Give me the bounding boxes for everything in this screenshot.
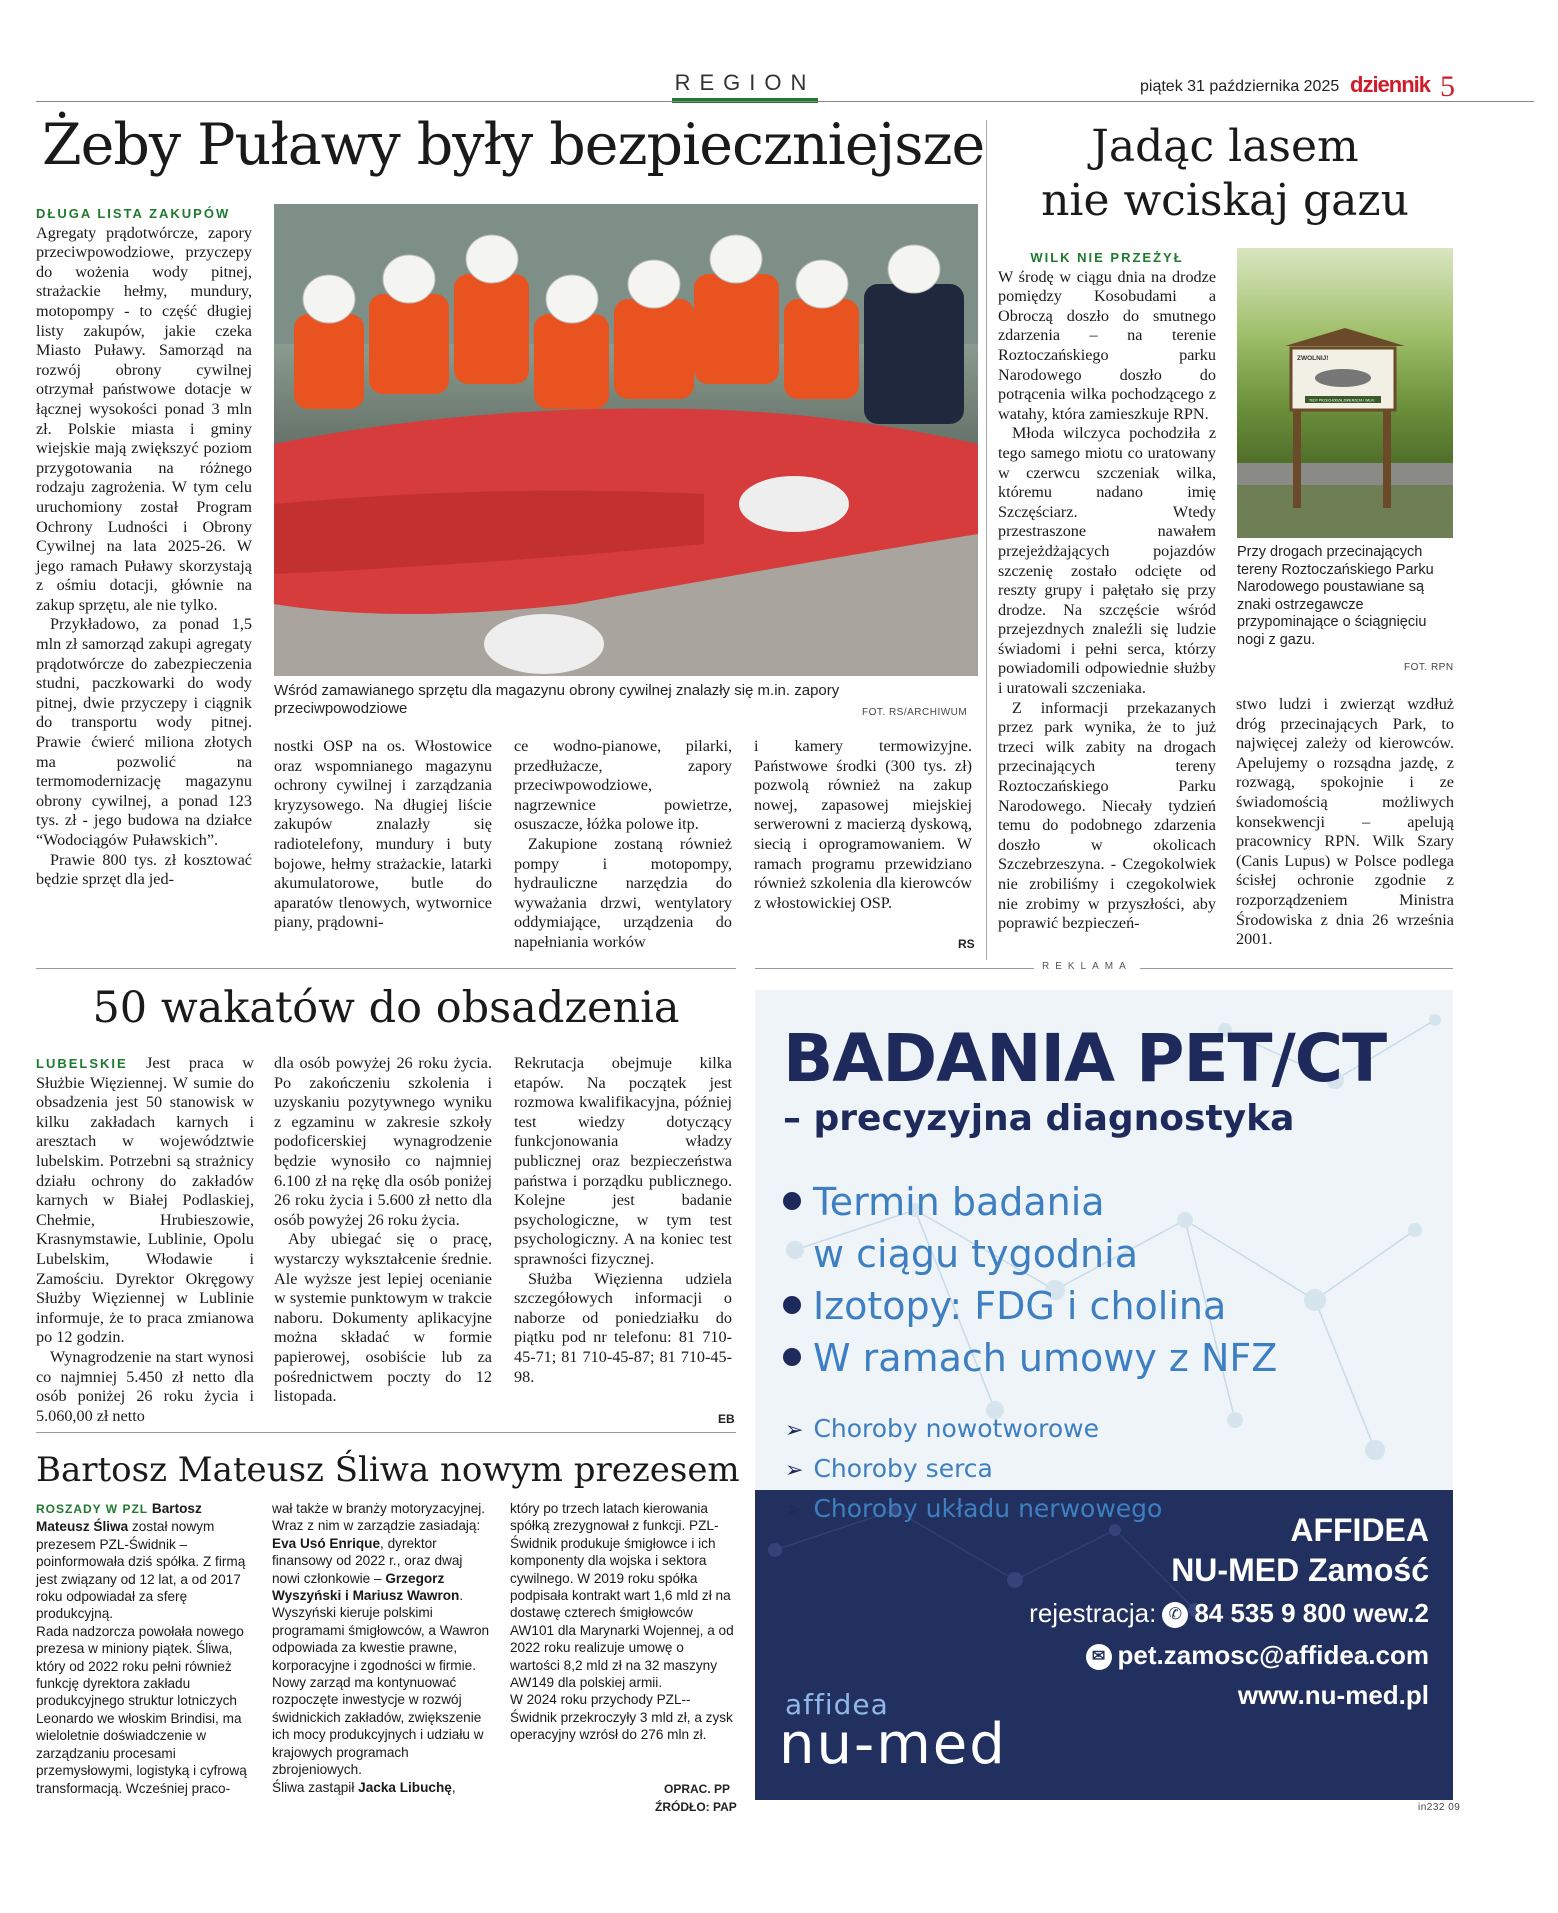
article4-text: , dyrektor finansowy od 2022 r., oraz dwaj nowi członkowie –	[272, 1535, 463, 1586]
article2-col2	[1236, 695, 1454, 950]
ad-email[interactable]: pet.zamosc@affidea.com	[1117, 1640, 1429, 1670]
ad-bullet: Termin badania	[783, 1176, 1105, 1228]
article3-col3	[514, 1054, 732, 1387]
article1-photo-credit: FOT. RS/ARCHIWUM	[862, 707, 968, 718]
email-icon: ✉	[1086, 1644, 1112, 1670]
article4-text: który po trzech latach kierowania spółką zrezygnował z funkcji. PZL-Świdnik produkuje śmigłowce i ich komponenty dla wojska i sektora cywilnego. W 2019 roku spółka podpisała kontrakt wart 1,6 mld zł na dostawę czterech śmigłowców AW101 dla Marynarki Wojennej, a od 2022 roku realizuje umowę o wartości 8,2 mld zł na 32 maszyny AW149 dla polskiej armii.	[510, 1501, 734, 1691]
article4-col3	[510, 1500, 736, 1744]
article4-text: wał także w branży motoryzacyjnej. Wraz z nim w zarządzie zasiadają:	[272, 1501, 486, 1534]
ad-code: in232 09	[1418, 1802, 1461, 1813]
ad-list-item: ➢ Choroby układu nerwowego	[785, 1494, 1163, 1523]
ad-bullet-continuation: w ciągu tygodnia	[813, 1232, 1138, 1276]
article3-signature: EB	[718, 1412, 735, 1426]
arrow-right-icon: ➢	[785, 1458, 804, 1483]
article2-photo-caption: Przy drogach przecinających tereny Roztoczańskiego Parku Narodowego poustawiane są znaki ostrzegawcze przypominające o ściągnięciu nogi z gazu.	[1237, 544, 1434, 648]
article2-photo-credit: FOT. RPN	[1404, 662, 1454, 673]
advertisement[interactable]	[755, 990, 1453, 1800]
ad-bullet: W ramach umowy z NFZ	[783, 1332, 1277, 1384]
article3-col2	[274, 1054, 492, 1407]
article1-photo-caption: Wśród zamawianego sprzętu dla magazynu obrony cywilnej znalazły się m.in. zapory przeciwpowodziowe	[274, 682, 840, 717]
article2-col1	[998, 248, 1216, 934]
page-number: 5	[1440, 70, 1455, 103]
article3-paragraph: Jest praca w Służbie Więziennej. W sumie do obsadzenia jest 50 stanowisk w kilku zakładach karnych i aresztach w województwie lubelskim. Potrzebni są strażnicy działu ochrony do zakładów karnych w Białej Podlaskiej, Chełmie, Hrubieszowie, Krasnymstawie, Lublinie, Opolu Lubelskim, Włodawie i Zamościu. Dyrektor Okręgowy Służby Więziennej w Lublinie informuje, że to praca zmianowa po 12 godzin.	[36, 1054, 254, 1347]
article1-paragraph: nostki OSP na os. Włostowice oraz wspomnianego magazynu ochrony cywilnej i zarządzania kryzysowego. Na długiej liście zakupów znalazły się radiotelefony, mundury i buty bojowe, hełmy strażackie, latarki akumulatorowe, butle do aparatów tlenowych, wytwornice piany, prądowni-	[274, 737, 492, 932]
article3-paragraph: Służba Więzienna udziela szczegółowych informacji o naborze od poniedziałku do piątku pod nr telefonu: 81 710-45-71; 81 710-45-87; 81 710-45-98.	[514, 1269, 732, 1386]
article1-paragraph: Zakupione zostaną również pompy i motopompy, hydrauliczne narzędzia do wyważania drzwi, wentylatory oddymiające, urządzenia do napełniania worków	[514, 834, 732, 951]
article2-title	[1000, 120, 1450, 228]
affidea-logo: affidea	[785, 1688, 889, 1721]
firefighters-photo	[274, 204, 978, 676]
wildlife-sign-photo	[1237, 248, 1453, 538]
article4-text: Rada nadzorcza powołała nowego prezesa w miniony piątek. Śliwa, który od 2022 roku pełni również funkcję dyrektora zakładu produkcyjnego struktur lotniczych Leonardo we włoskim Brindisi, ma wieloletnie doświadczenie w zarządzaniu procesami przemysłowymi, logistyką i cyfrową transformacją. Wcześniej praco-	[36, 1623, 247, 1796]
firefighters-illustration	[274, 204, 978, 676]
article1-paragraph: i kamery termowizyjne. Państwowe środki (300 tys. zł) pozwolą również na zakup nowej, zapasowej miejskiej serwerowni z macierzą dyskową, siecią i oprogramowaniem. W ramach programu przewidziano również szkolenia dla kierowców z włostowickiej OSP.	[754, 737, 972, 912]
bullet-dot-icon	[783, 1348, 801, 1366]
person-name: Jacka Libuchę	[358, 1779, 452, 1795]
article4-text: W 2024 roku przychody PZL--Świdnik przekroczyły 3 mld zł, a zysk operacyjny wzrósł do 276 mln zł.	[510, 1692, 733, 1743]
ad-label: REKLAMA	[1034, 961, 1140, 972]
article1-col4	[754, 737, 972, 913]
article4-text: ,	[451, 1779, 456, 1795]
article4-text: Śliwa zastąpił	[272, 1779, 355, 1795]
article2-kicker: WILK NIE PRZEŻYŁ	[1030, 250, 1184, 265]
ad-brand-line1: AFFIDEA	[1290, 1512, 1429, 1548]
arrow-right-icon: ➢	[785, 1498, 804, 1523]
article4-title: Bartosz Mateusz Śliwa nowym prezesem	[36, 1450, 740, 1490]
person-name: Grzegorz Wyszyński i Mariusz Wawron	[272, 1570, 460, 1604]
article2-title-line2: nie wciskaj gazu	[1041, 175, 1409, 226]
article2-paragraph: stwo ludzi i zwierząt wzdłuż dróg przecinających Park, to najwięcej zależy od kierowców. Apelujemy o rozsądna jazdę, z rozwagą, spokojnie i ze świadomością możliwych konsekwencji – apelują pracownicy RPN. Wilk Szary (Canis Lupus) w Polsce podlega ścisłej ochronie zgodnie z rozporządzeniem Ministra Środowiska z dnia 26 września 2001.	[1236, 695, 1454, 949]
article1-col3	[514, 737, 732, 953]
issue-date: piątek 31 października 2025	[1140, 78, 1340, 95]
article1-signature: RS	[958, 937, 975, 951]
ad-contact-panel	[755, 1490, 1453, 1800]
ad-brand-line2: NU-MED Zamość	[1171, 1552, 1429, 1588]
numed-logo: nu-med	[779, 1712, 1007, 1777]
ad-website[interactable]: www.nu-med.pl	[1237, 1680, 1429, 1710]
article3-paragraph: Aby ubiegać się o pracę, wystarczy wykształcenie średnie. Ale wyższe jest lepiej ocenianie w systemie punktowym w trakcie naboru. Dokumenty aplikacyjne można składać w formie papierowej, osobiście lub za pośrednictwem poczty do 12 listopada.	[274, 1230, 492, 1406]
article4-text: został nowym prezesem PZL-Świdnik – poinformowała dziś spółka. Z firmą jest związany od 12 lat, a od 2017 roku odpowiadał za sferę produkcyjną.	[36, 1519, 246, 1622]
article2-title-line1: Jadąc lasem	[1091, 121, 1359, 172]
article3-title: 50 wakatów do obsadzenia	[92, 983, 680, 1033]
bullet-dot-icon	[783, 1192, 801, 1210]
ad-title: BADANIA PET/CT	[783, 1020, 1387, 1097]
section-divider	[36, 1432, 736, 1433]
person-name: Bartosz Mateusz Śliwa	[36, 1501, 202, 1535]
bullet-dot-icon	[783, 1296, 801, 1314]
article1-col1	[36, 204, 252, 890]
ad-email-line[interactable]	[1080, 1640, 1429, 1671]
article1-title: Żeby Puławy były bezpieczniejsze	[42, 112, 985, 178]
article3-kicker: LUBELSKIE	[36, 1056, 128, 1071]
ad-phone[interactable]: 84 535 9 800 wew.2	[1194, 1598, 1429, 1628]
article3-paragraph: Wynagrodzenie na start wynosi co najmniej 5.450 zł netto dla osób poniżej 26 roku życia i 5.060,00 zł netto	[36, 1347, 254, 1425]
ad-list-item: ➢ Choroby serca	[785, 1454, 993, 1483]
article1-kicker: DŁUGA LISTA ZAKUPÓW	[36, 206, 231, 221]
article1-paragraph: Agregaty prądotwórcze, zapory przeciwpowodziowe, przyczepy do wożenia wody pitnej, strażackie hełmy, mundury, motopompy - to część długiej listy zakupów, jakie czeka Miasto Puławy. Samorząd na rozwój obrony cywilnej otrzymał państwowe dotacje w łącznej wysokości ponad 3 mln zł. Polskie miasta i gminy wiejskie mają zwiększyć poziom przygotowania na różnego rodzaju zagrożenia. W tym celu uruchomiony został Program Ochrony Ludności i Obrony Cywilnej na lata 2025-26. W jego ramach Puławy skorzystają z ośmiu dotacji, głównie na zakup sprzętu, ale nie tylko.	[36, 223, 252, 614]
header-rule	[36, 101, 1534, 102]
section-divider	[36, 968, 736, 969]
article2-paragraph: Młoda wilczyca pochodziła z tego samego miotu co uratowany w czerwcu szczeniak wilka, któremu nadano imię Szczęściarz. Wtedy przestraszone nawałem przejeżdżających pojazdów szczenię zostało odcięte od reszty grupy i pałętało się przy drodze. Na szczęście wśród przejezdnych znaleźli się ludzie świadomi i pełni serca, którzy powiadomili odpowiednie służby i uratowali szczeniaka.	[998, 424, 1216, 698]
ad-brand	[1171, 1510, 1429, 1590]
article4-text: . Wyszyński kieruje polskimi programami śmigłowców, a Wawron odpowiada za kwestie prawne, korporacyjne i zgodności w firmie. Nowy zarząd ma kontynuować rozpoczęte inwestycje w rozwój świdnickich zakładów, zwiększenie ich mocy produkcyjnych i udziału w krajowych programach zbrojeniowych.	[272, 1588, 490, 1778]
article1-col2	[274, 737, 492, 933]
article4-signature: OPRAC. PP	[664, 1782, 731, 1796]
article4-kicker: ROSZADY W PZL	[36, 1502, 149, 1516]
article2-paragraph: Z informacji przekazanych przez park wynika, że to już trzeci wilk zabity na drogach przecinających tereny Roztoczańskiego Parku Narodowego. Niecały tydzień temu do podobnego zdarzenia doszło w okolicach Szczebrzeszyna. - Czegokolwiek nie zrobiliśmy i czegokolwiek nie zrobimy w przyszłości, aby poprawić bezpieczeń-	[998, 698, 1216, 933]
ad-subtitle: – precyzyjna diagnostyka	[783, 1098, 1295, 1139]
article1-paragraph: Prawie 800 tys. zł kosztować będzie sprzęt dla jed-	[36, 850, 252, 889]
newspaper-logo: dziennik	[1350, 72, 1431, 97]
arrow-right-icon: ➢	[785, 1418, 804, 1443]
article3-paragraph: Rekrutacja obejmuje kilka etapów. Na początek jest rozmowa kwalifikacyjna, później test wiedzy dotyczący funkcjonowania władzy publicznej oraz bezpieczeństwa państwa i porządku publicznego. Kolejne jest badanie psychologiczne, w tym test psychologiczny. A na koniec test sprawności fizycznej.	[514, 1054, 732, 1268]
ad-reg-label: rejestracja:	[1029, 1598, 1157, 1628]
article3-paragraph: dla osób powyżej 26 roku życia. Po zakończeniu szkolenia i uzyskaniu pozytywnego wyniku z egzaminu w zakresie szkoły podoficerskiej wynagrodzenie będzie wynosiło co najmniej 6.100 zł na rękę dla osób poniżej 26 roku życia i 5.600 zł netto dla osób powyżej 26 roku życia.	[274, 1054, 492, 1229]
article1-paragraph: ce wodno-pianowe, pilarki, przedłużacze, zapory przeciwpowodziowe, nagrzewnice powietrze, osuszacze, łóżka polowe itp.	[514, 737, 732, 834]
wildlife-sign-illustration	[1237, 248, 1453, 538]
article4-source: ŹRÓDŁO: PAP	[655, 1800, 737, 1814]
ad-phone-line[interactable]	[1029, 1598, 1429, 1629]
column-divider	[986, 120, 987, 960]
article4-col1	[36, 1500, 258, 1797]
article1-paragraph: Przykładowo, za ponad 1,5 mln zł samorząd zakupi agregaty prądotwórcze do zabezpieczenia studni, paczkowarki do wody pitnej, dwie przyczepy i ciągnik do transportu wody pitnej. Prawie ćwierć miliona złotych ma pozwolić na termomodernizację magazynu obrony cywilnej, a ponad 123 tys. zł - jego budowa na działce “Wodociągów Puławskich”.	[36, 615, 252, 849]
ad-bullet: Izotopy: FDG i cholina	[783, 1280, 1226, 1332]
phone-icon: ✆	[1162, 1602, 1188, 1628]
article4-col2	[272, 1500, 494, 1796]
sign-subtext: TEDY PRZECHODZĄ ZWIERZĘTA I WILKI	[1309, 398, 1375, 403]
sign-text: ZWOLNIJ!	[1297, 355, 1329, 362]
article3-col1	[36, 1054, 254, 1426]
person-name: Eva Usó Enrique	[272, 1535, 381, 1551]
article2-paragraph: W środę w ciągu dnia na drodze pomiędzy Kosobudami a Obroczą doszło do smutnego zdarzenia – na terenie Roztoczańskiego parku Narodowego doszło do potrącenia wilka pochodzącego z watahy, która zamieszkuje RPN.	[998, 267, 1216, 423]
section-label: REGION	[674, 70, 816, 95]
ad-list-item: ➢ Choroby nowotworowe	[785, 1414, 1099, 1443]
